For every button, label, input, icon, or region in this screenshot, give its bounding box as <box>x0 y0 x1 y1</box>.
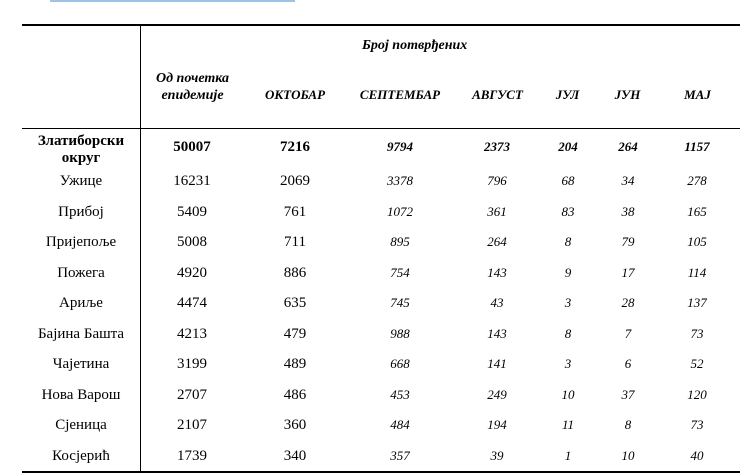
column-header-july: ЈУЛ <box>555 87 580 102</box>
total-cell: 7216 <box>280 139 310 155</box>
table-cell: 73 <box>690 417 704 432</box>
table-cell: 194 <box>487 417 507 432</box>
table-cell: 79 <box>621 234 635 249</box>
table-cell: 38 <box>621 204 635 219</box>
table-cell: 761 <box>283 204 307 220</box>
table-cell: 143 <box>487 265 507 280</box>
table-bottom-border <box>22 471 740 473</box>
table-cell: 143 <box>487 326 507 341</box>
table-cell: 489 <box>283 356 307 372</box>
table-cell: 484 <box>390 417 410 432</box>
total-cell: 50007 <box>173 139 211 155</box>
table-cell: 8 <box>564 234 572 249</box>
table-cell: 114 <box>687 265 707 280</box>
table-cell: 2707 <box>177 387 207 403</box>
row-name: Сјеница <box>55 417 107 433</box>
table-cell: 5409 <box>177 204 207 220</box>
table-cell: 4474 <box>177 295 207 311</box>
group-header: Број потврђених <box>362 38 468 53</box>
table-cell: 16231 <box>173 173 211 189</box>
table-cell: 711 <box>284 234 306 250</box>
table-cell: 83 <box>561 204 575 219</box>
table-cell: 2107 <box>177 417 207 433</box>
table-cell: 361 <box>487 204 507 219</box>
column-header-since-start: Од почетка епидемије <box>156 71 229 103</box>
table-cell: 73 <box>690 326 704 341</box>
total-cell: 264 <box>618 139 638 154</box>
table-cell: 37 <box>621 387 635 402</box>
table-cell: 3 <box>564 356 572 371</box>
table-cell: 8 <box>564 326 572 341</box>
row-name: Косјерић <box>52 448 110 464</box>
table-cell: 249 <box>487 387 507 402</box>
total-cell: 1157 <box>684 139 710 154</box>
table-cell: 3199 <box>177 356 207 372</box>
total-cell: 2373 <box>484 139 510 154</box>
table-cell: 39 <box>490 448 504 463</box>
table-cell: 10 <box>621 448 635 463</box>
table-cell: 486 <box>283 387 307 403</box>
row-name: Прибој <box>58 204 104 220</box>
table-cell: 141 <box>487 356 507 371</box>
row-name: Ужице <box>59 173 103 189</box>
total-cell: 204 <box>558 139 578 154</box>
header-divider <box>22 128 740 129</box>
table-cell: 796 <box>487 173 507 188</box>
row-name: Нова Варош <box>41 387 121 403</box>
table-cell: 28 <box>621 295 635 310</box>
table-cell: 34 <box>621 173 635 188</box>
table-cell: 7 <box>624 326 632 341</box>
table-cell: 6 <box>624 356 632 371</box>
table-cell: 278 <box>687 173 707 188</box>
table-cell: 40 <box>690 448 704 463</box>
table-cell: 745 <box>390 295 410 310</box>
row-name: Ариље <box>59 295 103 311</box>
column-header-august: АВГУСТ <box>472 87 523 102</box>
table-cell: 17 <box>621 265 635 280</box>
table-cell: 165 <box>687 204 707 219</box>
table-cell: 1 <box>564 448 572 463</box>
table-cell: 3378 <box>387 173 413 188</box>
total-cell: 9794 <box>387 139 413 154</box>
table-cell: 52 <box>690 356 704 371</box>
top-accent-bar <box>50 0 295 2</box>
table-cell: 479 <box>283 326 307 342</box>
row-name: Пожега <box>57 265 105 281</box>
table-vertical-divider <box>140 24 141 473</box>
column-header-may: МАЈ <box>684 87 711 102</box>
column-header-october: ОКТОБАР <box>264 87 326 102</box>
row-name-total: Златиборски округ <box>37 133 125 166</box>
table-cell: 635 <box>283 295 307 311</box>
table-cell: 4213 <box>177 326 207 342</box>
table-cell: 754 <box>390 265 410 280</box>
table-cell: 988 <box>390 326 410 341</box>
table-cell: 105 <box>687 234 707 249</box>
table-cell: 2069 <box>280 173 310 189</box>
column-header-june: ЈУН <box>614 87 641 102</box>
table-cell: 1072 <box>387 204 413 219</box>
table-cell: 68 <box>561 173 575 188</box>
table-cell: 357 <box>390 448 410 463</box>
table-cell: 5008 <box>177 234 207 250</box>
column-header-september: СЕПТЕМБАР <box>359 87 441 102</box>
table-cell: 120 <box>687 387 707 402</box>
table-cell: 137 <box>687 295 707 310</box>
table-cell: 9 <box>564 265 572 280</box>
table-cell: 8 <box>624 417 632 432</box>
table-cell: 4920 <box>177 265 207 281</box>
table-cell: 895 <box>390 234 410 249</box>
table-cell: 453 <box>390 387 410 402</box>
table-cell: 10 <box>561 387 575 402</box>
table-cell: 886 <box>283 265 307 281</box>
table-cell: 1739 <box>177 448 207 464</box>
table-top-border <box>22 24 740 26</box>
row-name: Бајина Башта <box>37 326 125 342</box>
table-cell: 340 <box>283 448 307 464</box>
table-cell: 360 <box>283 417 307 433</box>
table-cell: 11 <box>561 417 575 432</box>
table-cell: 43 <box>490 295 504 310</box>
row-name: Чајетина <box>52 356 110 372</box>
table-cell: 3 <box>564 295 572 310</box>
row-name: Пријепоље <box>45 234 117 250</box>
table-cell: 668 <box>390 356 410 371</box>
table-cell: 264 <box>487 234 507 249</box>
